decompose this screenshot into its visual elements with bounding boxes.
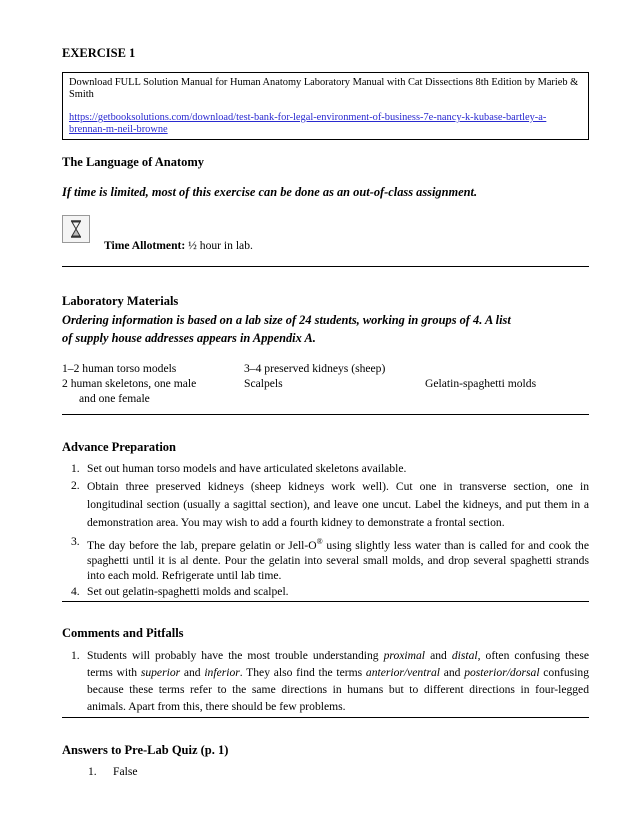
ordering-info-line1: Ordering information is based on a lab size of 24 students, working in groups of 4. A list [62,313,511,327]
advance-prep-list [62,461,589,599]
comments-list [62,647,589,715]
answer-value: False [113,765,138,778]
section-title: The Language of Anatomy [62,155,205,169]
material-item: and one female [79,392,150,405]
list-item: 4. Set out gelatin-spaghetti molds and scalpel. [71,584,289,598]
answers-heading: Answers to Pre-Lab Quiz (p. 1) [62,743,229,757]
download-notice-box [62,72,589,140]
list-item: 1. Set out human torso models and have articulated skeletons available. [71,462,407,475]
time-allotment-label: Time Allotment: [104,239,186,252]
notice-link[interactable]: https://getbooksolutions.com/download/test-bank-for-legal-environment-of-business-7e-nancy-k-kubase-bartley-a-brennan-m-neil-browne [69,111,547,136]
lab-materials-heading: Laboratory Materials [62,294,179,308]
list-item: 3. The day before the lab, prepare gelatin or Jell-O® using slightly less water than is called for and cook the spaghetti until it is al dente. Pour the gelatin into several small molds, and drop several spaghetti strands into each mold. Refrigerate until lab time. [71,535,589,582]
divider [62,414,589,415]
material-item: 1–2 human torso models [62,362,177,375]
material-item: 2 human skeletons, one male [62,377,197,390]
answer-number: 1. [88,765,97,778]
time-allotment [104,238,253,253]
time-limit-note: If time is limited, most of this exercise can be done as an out-of-class assignment. [62,185,478,199]
list-item: 1. Students will probably have the most trouble understanding proximal and distal, often confusing these terms with superior and inferior. They also find the terms anterior/ventral and posterior/dorsal confusing because these terms refer to the same directions in humans but to different directions in four-legged animals. Apart from this, there should be few problems. [71,649,590,713]
material-item: Gelatin-spaghetti molds [425,377,537,390]
time-allotment-value: ½ hour in lab. [188,239,253,252]
material-item: 3–4 preserved kidneys (sheep) [244,362,386,375]
advance-prep-heading: Advance Preparation [62,440,176,454]
exercise-title: EXERCISE 1 [62,46,136,60]
divider [62,717,589,718]
divider [62,266,589,267]
list-item: 2. Obtain three preserved kidneys (sheep kidneys work well). Cut one in transverse section, one in longitudinal section (usually a sagittal section), and leave one uncut. Label the kidneys, and put them in a demonstration area. You may wish to add a fourth kidney to demonstrate a frontal section. [71,479,589,529]
ordering-info-line2: of supply house addresses appears in Appendix A. [62,331,316,345]
material-item: Scalpels [244,377,283,390]
notice-text: Download FULL Solution Manual for Human Anatomy Laboratory Manual with Cat Dissections 8th Edition by Marieb & Smith [69,77,579,101]
comments-heading: Comments and Pitfalls [62,626,184,640]
hourglass-icon [62,215,90,243]
divider [62,601,589,602]
